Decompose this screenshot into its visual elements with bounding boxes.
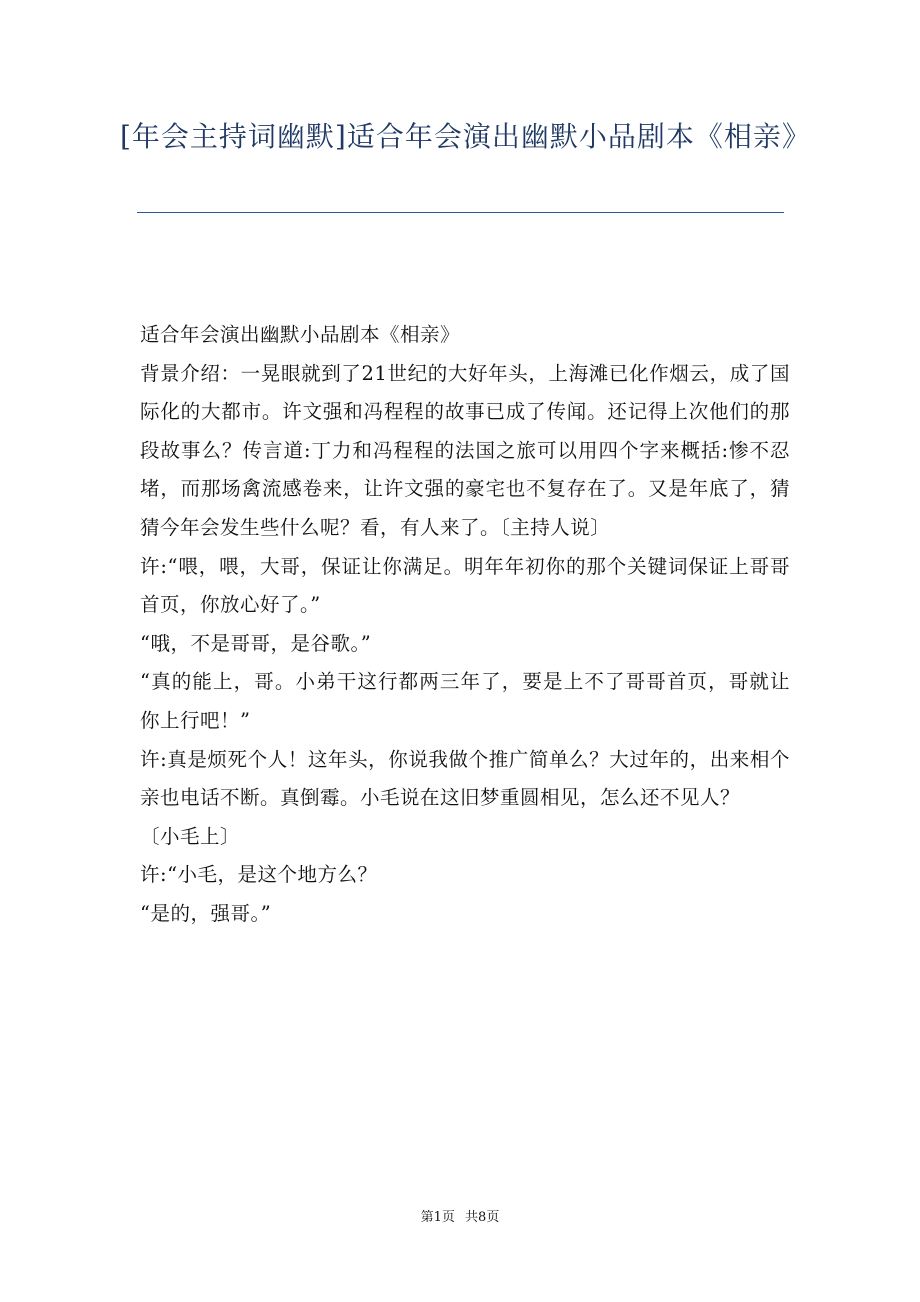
paragraph: “真的能上，哥。小弟干这行都两三年了，要是上不了哥哥首页，哥就让你上行吧！” xyxy=(140,670,790,732)
paragraph: 适合年会演出幽默小品剧本《相亲》 xyxy=(140,323,461,346)
document-title: [年会主持词幽默]适合年会演出幽默小品剧本《相亲》 xyxy=(120,120,811,153)
paragraph: “是的，强哥。” xyxy=(140,901,272,925)
paragraph: “哦，不是哥哥，是谷歌。” xyxy=(140,631,372,655)
page-footer: 第1页 共8页 xyxy=(420,1210,500,1225)
document-body xyxy=(140,316,790,934)
paragraph: 许:“喂，喂，大哥，保证让你满足。明年年初你的那个关键词保证上哥哥首页，你放心好了。” xyxy=(140,554,790,617)
title-divider xyxy=(137,212,784,213)
paragraph: 背景介绍：一晃眼就到了21世纪的大好年头，上海滩已化作烟云，成了国际化的大都市。许文强和冯程程的故事已成了传闻。还记得上次他们的那段故事么？传言道:丁力和冯程程的法国之旅可以用四个字来概括:惨不忍堵，而那场禽流感卷来，让许文强的豪宅也不复存在了。又是年底了，猜猜今年会发生些什么呢？看，有人来了。〔主持人说〕 xyxy=(140,361,790,539)
paragraph: 许:真是烦死个人！这年头，你说我做个推广简单么？大过年的，出来相个亲也电话不断。真倒霉。小毛说在这旧梦重圆相见，怎么还不见人？ xyxy=(140,747,790,810)
paragraph: 许:“小毛，是这个地方么？ xyxy=(140,863,378,887)
paragraph: 〔小毛上〕 xyxy=(140,824,241,848)
